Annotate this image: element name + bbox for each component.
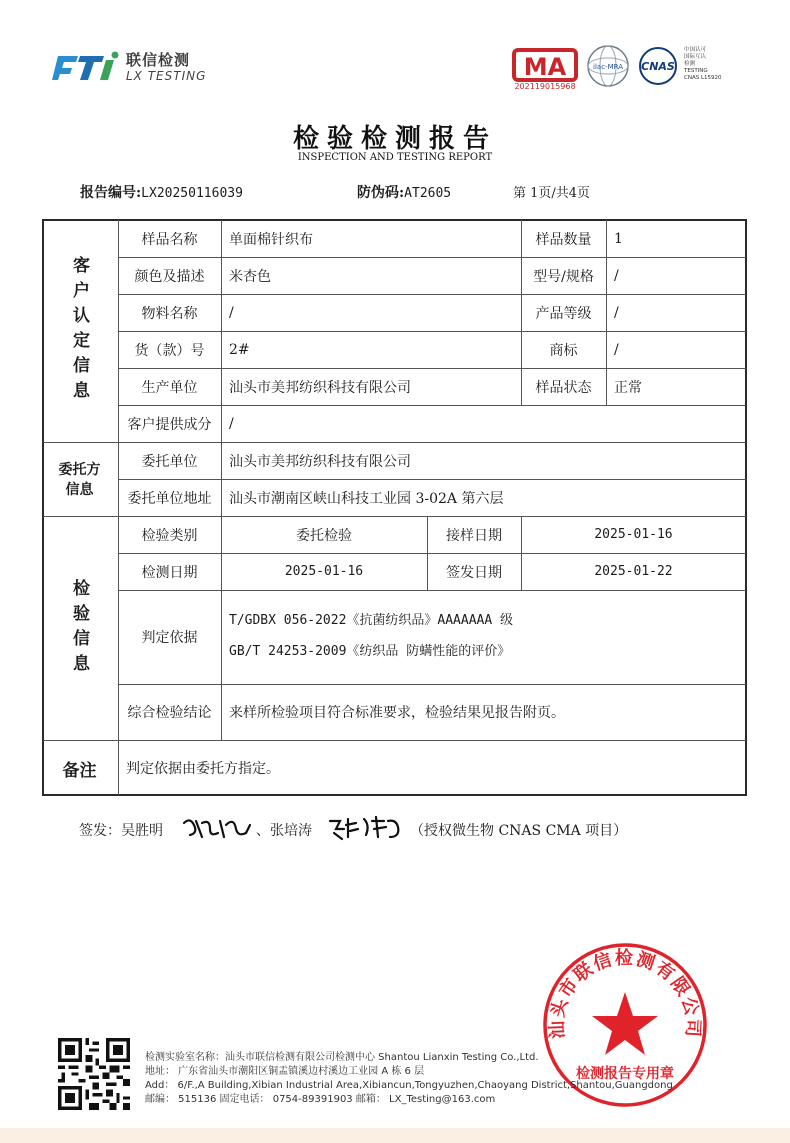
entrust-address-value: 汕头市潮南区峡山科技工业园 3-02A 第六层 [229,490,504,507]
material-label: 物料名称 [141,305,198,322]
entrust-address-label: 委托单位地址 [127,490,212,507]
report-title: 检验检测报告 [292,124,497,154]
ilac-mra-logo-icon [586,44,630,88]
footer-lab-name: 检测实验室名称：汕头市联信检测有限公司检测中心 Shantou Lianxin Testing Co.,Ltd. [145,1052,539,1063]
issue-date-value: 2025-01-22 [594,564,673,579]
signature-wu-icon [180,815,252,841]
sample-qty-label: 样品数量 [535,231,592,248]
item-no-label: 货（款）号 [134,342,205,359]
cma-code: 202119015968 [514,82,576,91]
sample-name-label: 样品名称 [141,231,198,248]
entrust-unit-value: 汕头市美邦纺织科技有限公司 [229,453,411,470]
lx-testing-logo-icon [52,50,122,84]
model-value: / [614,267,619,284]
inspection-type-value: 委托检验 [296,527,352,544]
receive-date-label: 接样日期 [446,527,502,544]
producer-label: 生产单位 [141,379,198,396]
grade-value: / [614,304,619,321]
signature-prefix: 签发：吴胜明 [79,823,163,839]
report-subtitle: INSPECTION AND TESTING REPORT [297,152,493,163]
item-no-value: 2# [229,341,250,358]
seal-bottom-text: 检测报告专用章 [576,1066,674,1082]
sample-state-label: 样品状态 [535,379,592,396]
brand-value: / [614,341,619,358]
cnas-logo-icon [636,46,680,86]
sample-name-value: 单面棉针织布 [229,231,313,248]
grade-label: 产品等级 [535,305,592,322]
inspection-type-label: 检验类别 [141,527,198,544]
svg-text:ilac-MRA: ilac-MRA [593,63,623,71]
color-label: 颜色及描述 [134,268,205,285]
sample-qty-value: 1 [614,230,623,247]
producer-value: 汕头市美邦纺织科技有限公司 [229,379,411,396]
test-date-value: 2025-01-16 [284,564,364,579]
remarks-value: 判定依据由委托方指定。 [126,761,280,777]
section-client-info: 客户认定信息 [69,256,89,406]
basis-line-2: GB/T 24253-2009《纺织品 防螨性能的评价》 [229,643,511,659]
footer-address-en: Add： 6/F.,A Building,Xibian Industrial Area,Xibiancun,Tongyuzhen,Chaoyang District,Shantou,Guangdong [145,1080,673,1091]
test-date-label: 检测日期 [141,564,198,581]
report-number: 报告编号:LX20250116039 [80,185,243,201]
page-bottom-bar [0,1128,790,1143]
issue-date-label: 签发日期 [446,564,502,581]
svg-text:CNAS: CNAS [641,60,675,73]
section-entrust-info: 委托方信息 [58,461,101,498]
conclusion-label: 综合检验结论 [127,705,212,721]
receive-date-value: 2025-01-16 [594,527,673,542]
logo-cn-text: 联信检测 [126,51,191,69]
qr-code-icon [58,1038,130,1110]
signature-suffix: （授权微生物 CNAS CMA 项目） [410,823,628,839]
svg-text:MA: MA [523,53,567,81]
signature-middle: 、张培涛 [256,823,312,839]
section-inspection-info: 检验信息 [69,578,89,679]
page-info: 第 1页/共4页 [513,186,591,201]
cnas-accreditation-text: 中国认可 国际互认 检测 TESTING CNAS L15920 [684,47,722,81]
entrust-unit-label: 委托单位 [141,453,198,470]
section-remarks: 备注 [62,760,97,781]
material-value: / [229,304,234,321]
conclusion-value: 来样所检验项目符合标准要求，检验结果见报告附页。 [229,705,565,721]
basis-label: 判定依据 [141,630,198,646]
basis-line-1: T/GDBX 056-2022《抗菌纺织品》AAAAAAA 级 [229,612,514,628]
sample-state-value: 正常 [614,379,642,396]
footer-address-cn: 地址： 广东省汕头市潮阳区铜盂镇溪边村溪边工业园 A 栋 6 层 [145,1066,425,1077]
model-label: 型号/规格 [533,268,594,285]
brand-label: 商标 [549,342,578,359]
composition-value: / [229,415,234,432]
footer-contact: 邮编： 515136 固定电话： 0754-89391903 邮箱： LX_Testing@163.com [145,1094,496,1105]
anti-fake-code: 防伪码:AT2605 [357,185,452,201]
color-value: 米杏色 [229,268,271,285]
signature-zhang-icon [326,815,404,841]
svg-text:汕头市联信检测有限公司: 汕头市联信检测有限公司 [546,947,704,1040]
composition-label: 客户提供成分 [127,416,212,433]
logo-en-text: LX TESTING [126,69,207,83]
